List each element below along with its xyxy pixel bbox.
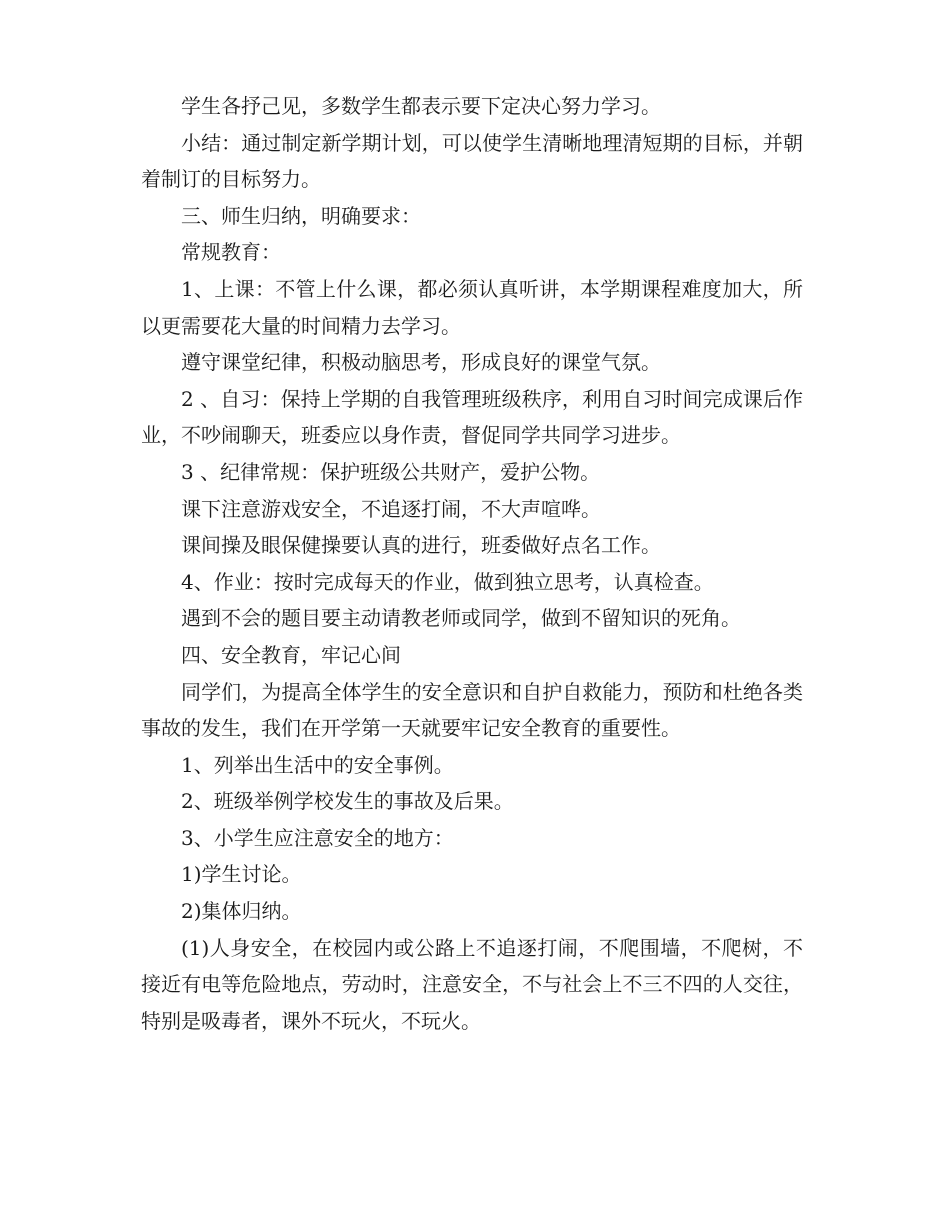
list-item: 2、班级举例学校发生的事故及后果。 [181,789,514,814]
section-heading: 三、师生归纳，明确要求： [181,203,421,228]
paragraph: 学生各抒己见，多数学生都表示要下定决心努力学习。 [181,94,661,118]
list-item: 1)学生讨论。 [181,862,302,887]
document-body [141,88,803,1039]
list-item: 3、小学生应注意安全的地方： [181,825,454,850]
section-heading: 四、安全教育，牢记心间 [181,642,401,667]
list-item: 1、列举出生活中的安全事例。 [181,752,454,777]
paragraph: 课间操及眼保健操要认真的进行，班委做好点名工作。 [181,533,661,558]
paragraph: 课下注意游戏安全，不追逐打闹，不大声喧哗。 [181,496,601,521]
paragraph: 4、作业：按时完成每天的作业，做到独立思考，认真检查。 [181,569,714,594]
paragraph: 3 、纪律常规：保护班级公共财产，爱护公物。 [181,459,601,484]
paragraph: 同学们，为提高全体学生的安全意识和自护自救能力，预防和杜绝各类事故的发生，我们在开学第一天就要牢记安全教育的重要性。 [141,679,803,741]
list-item: 2)集体归纳。 [181,899,302,924]
paragraph: 遵守课堂纪律，积极动脑思考，形成良好的课堂气氛。 [181,350,661,375]
subheading: 常规教育： [181,240,281,265]
paragraph: 2 、自习：保持上学期的自我管理班级秩序，利用自习时间完成课后作业，不吵闹聊天，班委应以身作责，督促同学共同学习进步。 [141,386,803,448]
paragraph: 1、上课：不管上什么课，都必须认真听讲，本学期课程难度加大，所以更需要花大量的时间精力去学习。 [141,276,803,338]
paragraph: (1)人身安全，在校园内或公路上不追逐打闹，不爬围墙，不爬树，不接近有电等危险地点，劳动时，注意安全，不与社会上不三不四的人交往，特别是吸毒者，课外不玩火，不玩火。 [141,935,803,1033]
paragraph: 遇到不会的题目要主动请教老师或同学，做到不留知识的死角。 [181,606,741,631]
paragraph: 小结：通过制定新学期计划，可以使学生清晰地理清短期的目标，并朝着制订的目标努力。 [141,130,803,192]
